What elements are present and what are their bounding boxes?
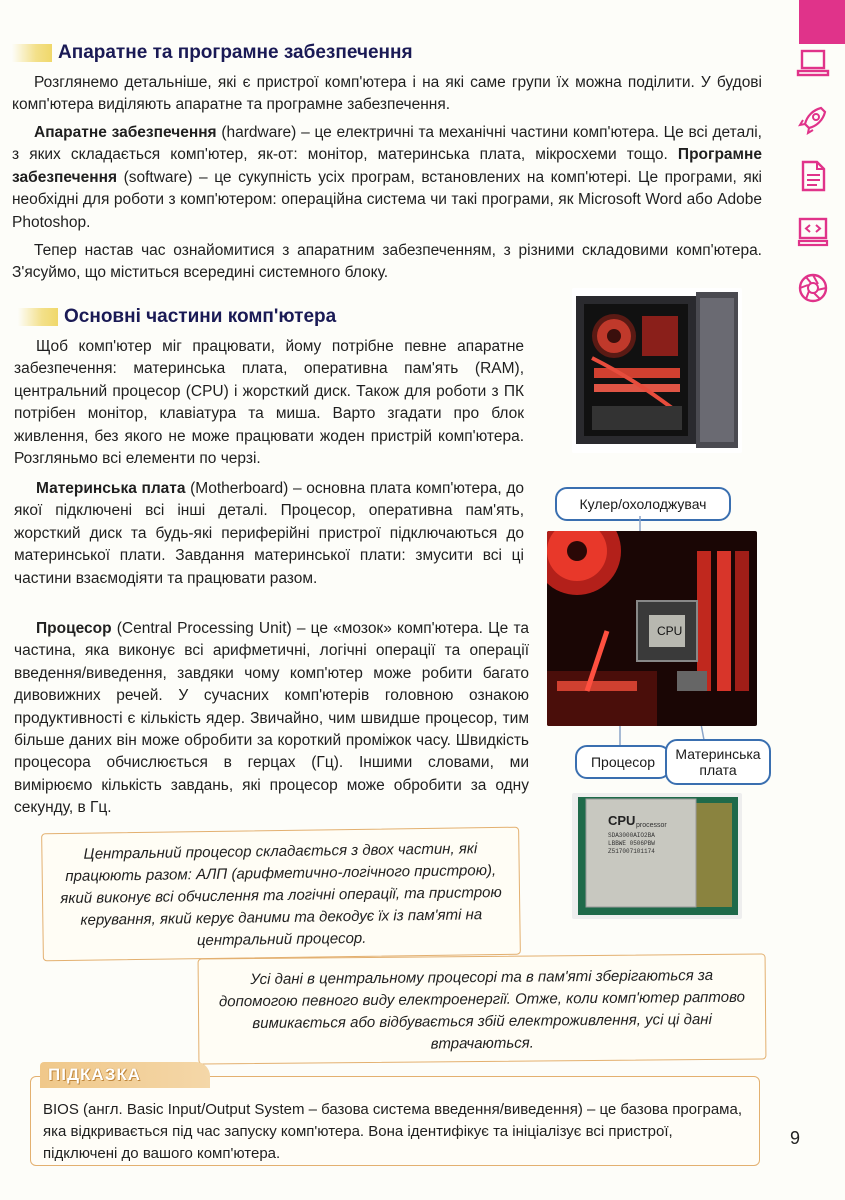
term-cpu: Процесор bbox=[36, 620, 112, 637]
section2-paragraph-1: Щоб комп'ютер міг працювати, йому потрібне певне апаратне забезпечення: материнська плата, оперативна пам'ять (RAM), центральний процесор (CPU) і жорсткий диск. Також для роботи з ПК потрібен монітор, клавіатура та миша. Варто згадати про блок живлення, без якого не може працювати жоден пристрій комп'ютера. Розгляньмо всі елементи по черзі. bbox=[14, 338, 524, 468]
software-definition: (software) – це сукупність усіх програм, встановлених на комп'ютері. Це програми, які необхідні для роботи з комп'ютером: операційна система чи такі програми, як Microsoft Word або Adobe Photoshop. bbox=[12, 168, 762, 231]
section2-paragraph-motherboard bbox=[14, 478, 524, 590]
section1-paragraph-3: Тепер настав час ознайомитися з апаратним забезпеченням, з різними складовими комп'ютера. З'ясуймо, що міститься всередині системного блоку. bbox=[12, 242, 762, 282]
heading-stripe bbox=[12, 44, 52, 62]
section1-paragraph-2 bbox=[12, 122, 762, 234]
page-number: 9 bbox=[790, 1128, 801, 1148]
pc-case-photo bbox=[572, 288, 742, 453]
hint-title: ПІДКАЗКА bbox=[40, 1062, 210, 1088]
cpu-chip-line3: Z517007101174 bbox=[608, 848, 655, 855]
motherboard-definition: (Motherboard) – основна плата комп'ютера, до якої підключені всі інші деталі. Процесор, оперативна пам'ять, жорсткий диск та будь-які периферійні пристрої підключаються до материнської плати. Завдання материнської плати: змусити всі ці частини взаємодіяти та працювати разом. bbox=[14, 480, 524, 587]
cpu-chip-line2: LBBWE 0506PBW bbox=[608, 840, 655, 847]
section2-title: Основні частини комп'ютера bbox=[64, 306, 337, 327]
cpu-chip-line1: SDA3000AIO2BA bbox=[608, 832, 655, 839]
section1-paragraph-1: Розглянемо детальніше, які є пристрої комп'ютера і на які саме групи їх можна поділити. У будові комп'ютера виділяють апаратне та програмне забезпечення. bbox=[12, 74, 762, 114]
cooler-label: Кулер/охолоджувач bbox=[555, 487, 731, 521]
section-heading-hardware-software bbox=[12, 42, 413, 64]
rocket-icon bbox=[793, 100, 833, 140]
hint-text: BIOS (англ. Basic Input/Output System – базова система введення/виведення) – це базова програма, яка відкривається під час запуску комп'ютера. Вона ідентифікує та ініціалізує всі пристрої, підключені до вашого комп'ютера. bbox=[43, 1101, 743, 1162]
cpu-chip-photo bbox=[572, 793, 742, 919]
section-heading-main-parts bbox=[18, 306, 336, 328]
heading-stripe bbox=[18, 308, 58, 326]
cpu-label: Процесор bbox=[575, 745, 671, 779]
motherboard-photo bbox=[547, 531, 757, 726]
term-motherboard: Материнська плата bbox=[36, 480, 186, 497]
section2-paragraph-cpu bbox=[14, 618, 529, 820]
cpu-chip-brand: CPU bbox=[608, 813, 636, 828]
code-monitor-icon bbox=[793, 212, 833, 252]
term-software: Програмне забезпечення bbox=[12, 146, 762, 186]
motherboard-label: Материнська плата bbox=[665, 739, 771, 785]
computer-icon bbox=[793, 44, 833, 84]
svg-text:CPU: CPU bbox=[657, 624, 683, 638]
hardware-definition: (hardware) – це електричні та механічні частини комп'ютера. Це всі деталі, з яких складається комп'ютер, як-от: монітор, материнська плата, мікросхеми тощо. bbox=[12, 124, 762, 164]
document-icon bbox=[793, 156, 833, 196]
section1-title: Апаратне та програмне забезпечення bbox=[58, 42, 413, 63]
hint-box bbox=[30, 1076, 760, 1166]
chapter-tab bbox=[799, 0, 845, 44]
note-energy: Усі дані в центральному процесорі та в пам'яті зберігаються за допомогою певного виду електроенергії. Отже, коли комп'ютер раптово вимикається або відбувається збій електроживлення, усі ці дані втрачаються. bbox=[198, 954, 767, 1065]
cpu-definition: (Central Processing Unit) – це «мозок» комп'ютера. Це та частина, яка виконує всі арифметичні, логічні операції та операції введення/виведення, завдяки чому комп'ютер може робити багато дивовижних речей. У сучасних комп'ютерів головною ознакою продуктивності є кількість ядер. Звичайно, чим швидше процесор, тим більше даних він може обробити за короткий проміжок часу. Швидкість процесора обчислюється в герцах (Гц). Іншими словами, ми вимірюємо кількість завдань, які процесор може обробити за одну секунду, в Гц. bbox=[14, 620, 529, 817]
cpu-chip-sub: processor bbox=[636, 822, 667, 829]
aperture-icon bbox=[793, 268, 833, 308]
term-hardware: Апаратне забезпечення bbox=[34, 124, 217, 141]
note-cpu-parts: Центральний процесор складається з двох частин, які працюють разом: АЛП (арифметично-логічного пристрою), який виконує всі обчислення та логічні операції, та пристрою керування, який керує даними та декодує їх із пам'яті на центральний процесор. bbox=[41, 827, 521, 962]
